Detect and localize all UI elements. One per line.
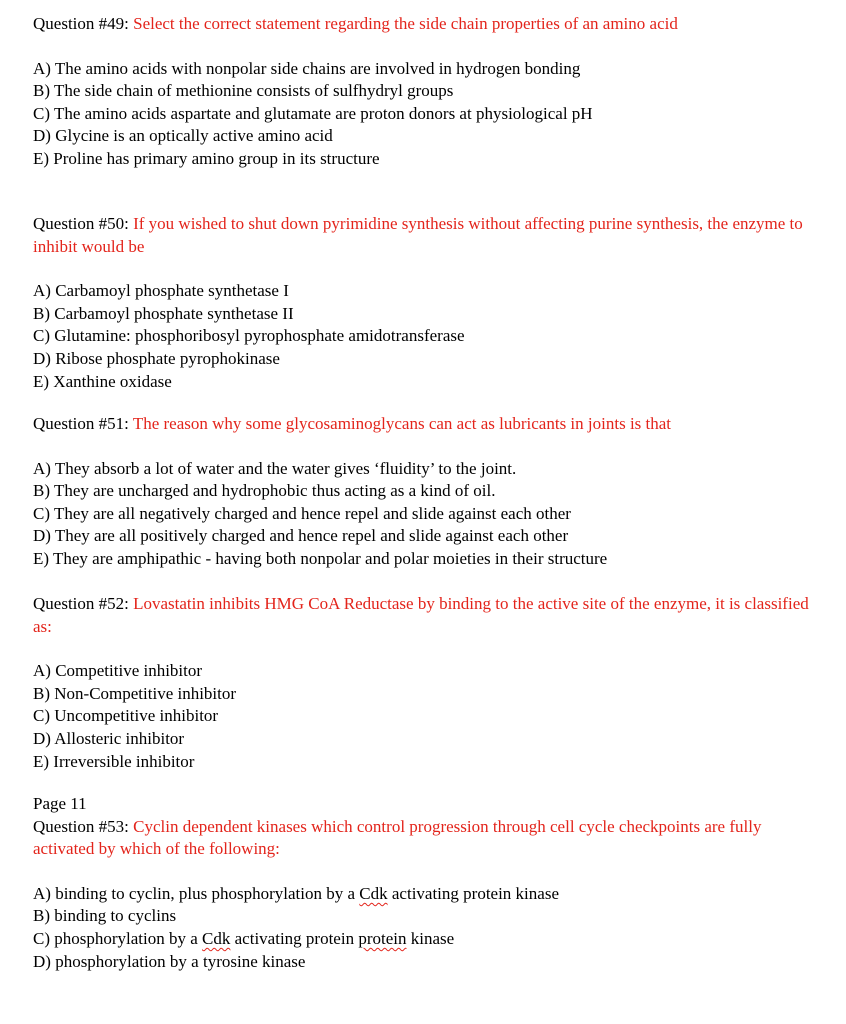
option-b: B) Carbamoyl phosphate synthetase II bbox=[33, 303, 294, 323]
question-number: Question #51: bbox=[33, 414, 129, 433]
option-d: D) Allosteric inhibitor bbox=[33, 728, 185, 748]
option-b: B) Non-Competitive inhibitor bbox=[33, 683, 237, 703]
question-number: Question #53: bbox=[33, 816, 129, 836]
question-50 bbox=[33, 213, 813, 393]
answer-options bbox=[33, 58, 813, 171]
answer-options bbox=[33, 280, 813, 393]
page-number-label: Page 11 bbox=[33, 794, 87, 813]
answer-options bbox=[33, 458, 813, 571]
question-text: Lovastatin inhibits HMG CoA Reductase by binding to the active site of the enzyme, it is classified as: bbox=[33, 594, 809, 636]
option-b: B) binding to cyclins bbox=[33, 906, 177, 926]
option-a: A) Competitive inhibitor bbox=[33, 661, 203, 681]
question-51-header bbox=[33, 413, 813, 436]
question-text: The reason why some glycosaminoglycans can act as lubricants in joints is that bbox=[132, 414, 672, 433]
question-52 bbox=[33, 593, 813, 773]
option-e: E) They are amphipathic - having both nonpolar and polar moieties in their structure bbox=[33, 548, 608, 568]
option-e: E) Irreversible inhibitor bbox=[33, 751, 195, 771]
option-d: D) They are all positively charged and hence repel and slide against each other bbox=[33, 526, 569, 546]
answer-options bbox=[33, 660, 813, 773]
question-text: Cyclin dependent kinases which control progression through cell cycle checkpoints are fully activated by which of the following: bbox=[33, 816, 762, 859]
option-b: B) The side chain of methionine consists of sulfhydryl groups bbox=[33, 81, 454, 101]
question-53-header bbox=[33, 816, 813, 861]
option-d: D) phosphorylation by a tyrosine kinase bbox=[33, 951, 306, 971]
option-a: A) Carbamoyl phosphate synthetase I bbox=[33, 281, 289, 301]
question-number: Question #49: bbox=[33, 14, 129, 33]
spellcheck-flagged-word: Cdk bbox=[359, 883, 388, 903]
option-c: C) Uncompetitive inhibitor bbox=[33, 706, 219, 726]
option-a: A) binding to cyclin, plus phosphorylation by a Cdk activating protein kinase bbox=[33, 883, 559, 903]
question-number: Question #50: bbox=[33, 214, 129, 233]
question-49 bbox=[33, 13, 813, 171]
answer-options bbox=[33, 883, 813, 973]
question-49-header bbox=[33, 13, 813, 36]
question-text: Select the correct statement regarding the side chain properties of an amino acid bbox=[133, 14, 678, 33]
spellcheck-flagged-word: protein bbox=[358, 928, 407, 948]
question-text: If you wished to shut down pyrimidine synthesis without affecting purine synthesis, the enzyme to inhibit would be bbox=[33, 214, 803, 256]
spellcheck-flagged-word: Cdk bbox=[202, 928, 231, 948]
option-c: C) They are all negatively charged and hence repel and slide against each other bbox=[33, 503, 571, 523]
option-d: D) Glycine is an optically active amino acid bbox=[33, 126, 333, 146]
option-a: A) The amino acids with nonpolar side chains are involved in hydrogen bonding bbox=[33, 58, 581, 78]
option-c: C) Glutamine: phosphoribosyl pyrophosphate amidotransferase bbox=[33, 326, 465, 346]
option-c: C) phosphorylation by a Cdk activating protein protein kinase bbox=[33, 928, 455, 948]
option-c: C) The amino acids aspartate and glutamate are proton donors at physiological pH bbox=[33, 103, 593, 123]
question-53 bbox=[33, 793, 813, 973]
option-e: E) Proline has primary amino group in its structure bbox=[33, 148, 380, 168]
option-a: A) They absorb a lot of water and the water gives ‘fluidity’ to the joint. bbox=[33, 458, 517, 478]
option-b: B) They are uncharged and hydrophobic thus acting as a kind of oil. bbox=[33, 481, 496, 501]
question-50-header bbox=[33, 213, 813, 258]
question-number: Question #52: bbox=[33, 594, 129, 613]
option-e: E) Xanthine oxidase bbox=[33, 371, 172, 391]
question-51 bbox=[33, 413, 813, 571]
question-52-header bbox=[33, 593, 813, 638]
option-d: D) Ribose phosphate pyrophokinase bbox=[33, 348, 280, 368]
